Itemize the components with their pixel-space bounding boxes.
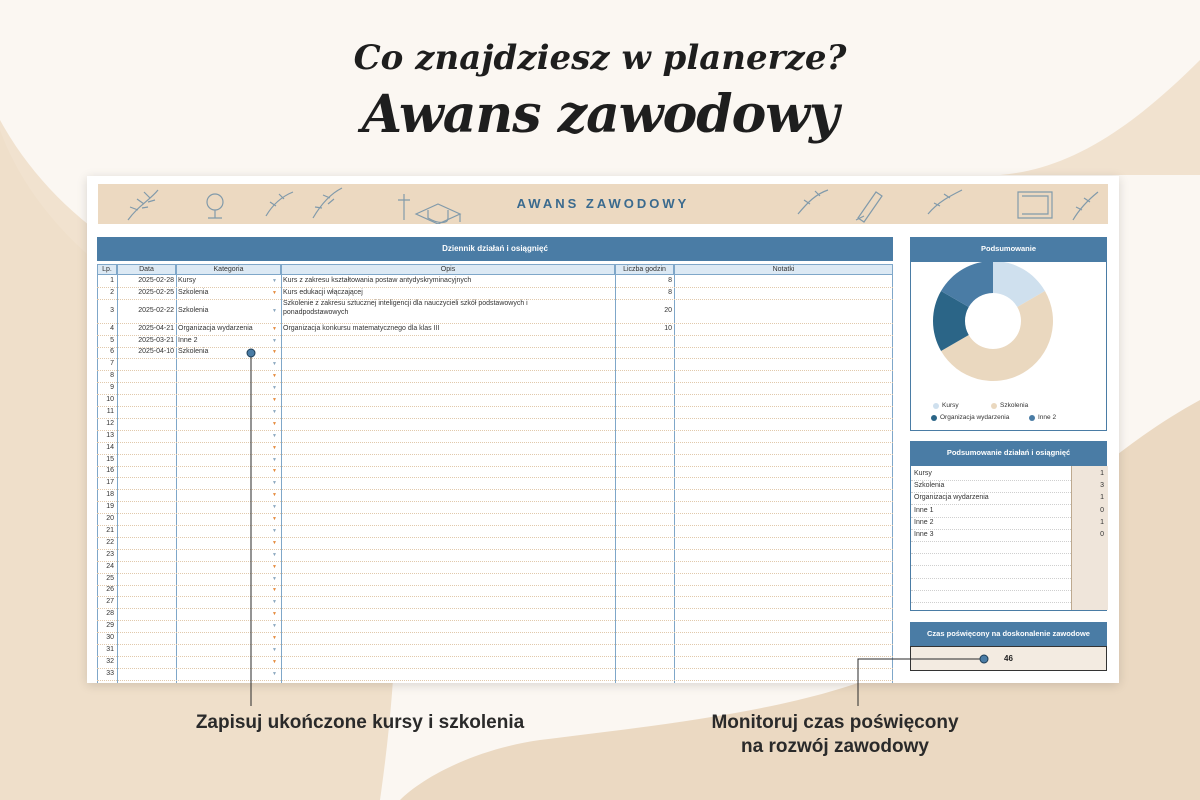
row-number[interactable]: 32 [106,657,114,665]
row-number[interactable]: 3 [110,306,114,314]
category-dropdown-icon[interactable]: ▼ [272,551,277,558]
date-cell[interactable]: 2025-02-25 [138,288,174,296]
row-number[interactable]: 12 [106,419,114,427]
activity-value: 3 [1100,482,1104,490]
category-dropdown-icon[interactable]: ▼ [272,658,277,665]
category-dropdown-icon[interactable]: ▼ [272,397,277,404]
row-divider [97,632,893,633]
hours-cell[interactable]: 10 [664,324,672,332]
legend-item [933,402,959,409]
time-spent-value: 46 [1004,654,1013,663]
header-banner [98,184,1108,224]
activity-label: Kursy [914,470,932,477]
activity-summary-title: Podsumowanie działań i osiągnięć [910,441,1107,465]
category-cell[interactable]: Inne 2 [178,336,198,344]
category-dropdown-icon[interactable]: ▼ [272,349,277,356]
row-divider [911,602,1071,603]
row-divider [97,477,893,478]
row-divider [97,442,893,443]
category-dropdown-icon[interactable]: ▼ [272,337,277,344]
row-divider [97,406,893,407]
activity-label: Organizacja wydarzenia [914,494,989,502]
activity-value: 1 [1100,494,1104,502]
category-dropdown-icon[interactable]: ▼ [272,646,277,653]
legend-label: Kursy [942,402,959,409]
row-number[interactable]: 7 [110,360,114,368]
row-divider [911,590,1071,591]
row-divider [97,489,893,490]
row-number[interactable]: 4 [110,324,114,332]
row-divider [97,370,893,371]
category-dropdown-icon[interactable]: ▼ [272,527,277,534]
activity-value: 1 [1100,470,1104,477]
row-divider [97,644,893,645]
legend-label: Organizacja wydarzenia [940,414,1010,421]
row-divider [911,517,1071,518]
grid-line [176,275,177,683]
activity-value: 1 [1100,518,1104,526]
row-divider [97,501,893,502]
activity-value: 0 [1100,531,1104,538]
column-header-lp[interactable]: Lp. [97,264,117,275]
date-cell[interactable]: 2025-03-21 [138,336,174,344]
row-divider [97,596,893,597]
time-spent-box [910,646,1107,671]
legend-item [991,402,1028,409]
description-cell[interactable]: Szkolenie z zakresu sztucznej inteligencji dla nauczycieli szkół podstawowych i [283,299,528,307]
row-divider [97,585,893,586]
description-cell-continued[interactable]: ponadpodstawowych [283,308,349,316]
row-number[interactable]: 17 [106,479,114,487]
row-divider [911,553,1071,554]
row-divider [97,335,893,336]
legend-swatch [1029,415,1035,421]
banner-title: AWANS ZAWODOWY [516,196,690,211]
column-header-hours[interactable]: Liczba godzin [615,264,674,275]
activity-label: Inne 3 [914,531,934,538]
category-dropdown-icon[interactable]: ▼ [272,420,277,427]
grid-line [615,275,616,683]
category-dropdown-icon[interactable]: ▼ [272,277,277,284]
category-dropdown-icon[interactable]: ▼ [272,492,277,499]
row-divider [911,504,1071,505]
row-divider [97,525,893,526]
column-header-date[interactable]: Data [117,264,176,275]
row-number[interactable]: 2 [110,288,114,296]
activity-label: Szkolenia [914,482,945,490]
category-dropdown-icon[interactable]: ▼ [272,456,277,463]
row-divider [911,529,1071,530]
activity-value: 0 [1100,506,1104,514]
category-dropdown-icon[interactable]: ▼ [272,504,277,511]
category-cell[interactable]: Szkolenia [178,348,209,356]
category-dropdown-icon[interactable]: ▼ [272,587,277,594]
row-number[interactable]: 25 [106,574,114,582]
category-dropdown-icon[interactable]: ▼ [272,670,277,677]
row-number[interactable]: 20 [106,515,114,523]
category-dropdown-icon[interactable]: ▼ [272,539,277,546]
row-divider [97,680,893,681]
legend-item [931,414,1009,421]
legend-label: Szkolenia [1000,402,1029,409]
category-cell[interactable]: Kursy [178,276,196,284]
row-divider [97,608,893,609]
category-dropdown-icon[interactable]: ▼ [272,611,277,618]
row-divider [97,430,893,431]
date-cell[interactable]: 2025-02-22 [138,306,174,314]
category-dropdown-icon[interactable]: ▼ [272,563,277,570]
row-number[interactable]: 1 [110,276,114,284]
donut-chart [911,262,1106,402]
row-number[interactable]: 9 [110,384,114,392]
row-divider [97,454,893,455]
row-number[interactable]: 31 [106,645,114,653]
row-number[interactable]: 28 [106,610,114,618]
grid-line [281,275,282,683]
category-dropdown-icon[interactable]: ▼ [272,599,277,606]
date-cell[interactable]: 2025-04-10 [138,348,174,356]
row-number[interactable]: 18 [106,491,114,499]
category-dropdown-icon[interactable]: ▼ [272,623,277,630]
category-dropdown-icon[interactable]: ▼ [272,325,277,332]
caption-right-line2: na rozwój zawodowy [741,736,929,757]
row-divider [911,578,1071,579]
row-divider [911,492,1071,493]
category-dropdown-icon[interactable]: ▼ [272,373,277,380]
summary-chart-box [910,261,1107,431]
hours-cell[interactable]: 8 [668,276,672,284]
row-divider [97,549,893,550]
category-dropdown-icon[interactable]: ▼ [272,635,277,642]
grid-line [892,275,893,683]
activity-label: Inne 2 [914,518,934,526]
log-section-title: Dziennik działań i osiągnięć [97,237,893,261]
headline-question: Co znajdziesz w planerze? [353,38,847,78]
category-dropdown-icon[interactable]: ▼ [272,575,277,582]
row-divider [97,323,893,324]
row-number[interactable]: 24 [106,562,114,570]
headline-title: Awans zawodowy [361,84,839,145]
hours-cell[interactable]: 8 [668,288,672,296]
row-number[interactable]: 14 [106,443,114,451]
caption-right-line1: Monitoruj czas poświęcony [711,712,959,733]
grid-line [674,275,675,683]
row-divider [97,537,893,538]
row-number[interactable]: 30 [106,634,114,642]
row-number[interactable]: 11 [106,407,114,415]
column-header-notes[interactable]: Notatki [674,264,893,275]
row-divider [97,573,893,574]
spreadsheet-sheet [87,176,1119,683]
row-number[interactable]: 29 [106,622,114,630]
row-number[interactable]: 22 [106,538,114,546]
column-header-description[interactable]: Opis [281,264,615,275]
time-spent-title: Czas poświęcony na doskonalenie zawodowe [910,622,1107,646]
date-cell[interactable]: 2025-02-28 [138,276,174,284]
category-dropdown-icon[interactable]: ▼ [272,468,277,475]
row-number[interactable]: 33 [106,669,114,677]
row-divider [97,347,893,348]
category-cell[interactable]: Szkolenia [178,306,209,314]
activity-summary-table [910,465,1107,611]
category-dropdown-icon[interactable]: ▼ [272,408,277,415]
column-header-category[interactable]: Kategoria [176,264,281,275]
row-divider [97,382,893,383]
description-cell[interactable]: Kurs edukacji włączającej [283,288,363,296]
row-number[interactable]: 27 [106,598,114,606]
row-divider [97,287,893,288]
row-number[interactable]: 5 [110,336,114,344]
category-dropdown-icon[interactable]: ▼ [272,361,277,368]
row-number[interactable]: 23 [106,550,114,558]
row-number[interactable]: 6 [110,348,114,356]
legend-item [1029,414,1056,421]
activity-label: Inne 1 [914,506,934,514]
row-divider [911,541,1071,542]
description-cell[interactable]: Organizacja konkursu matematycznego dla klas III [283,324,440,332]
category-dropdown-icon[interactable]: ▼ [272,307,277,314]
category-cell[interactable]: Organizacja wydarzenia [178,324,253,332]
row-number[interactable]: 8 [110,372,114,380]
category-dropdown-icon[interactable]: ▼ [272,385,277,392]
legend-swatch [991,403,997,409]
row-number[interactable]: 10 [106,396,114,404]
category-dropdown-icon[interactable]: ▼ [272,516,277,523]
category-dropdown-icon[interactable]: ▼ [272,289,277,296]
category-dropdown-icon[interactable]: ▼ [272,432,277,439]
row-number[interactable]: 16 [106,467,114,475]
row-divider [911,480,1071,481]
row-divider [97,418,893,419]
row-number[interactable]: 21 [106,526,114,534]
legend-swatch [933,403,939,409]
row-divider [97,561,893,562]
caption-left: Zapisuj ukończone kursy i szkolenia [195,712,525,733]
row-divider [97,358,893,359]
row-divider [911,565,1071,566]
row-number[interactable]: 26 [106,586,114,594]
hours-cell[interactable]: 20 [664,306,672,314]
row-number[interactable]: 19 [106,503,114,511]
row-divider [97,656,893,657]
description-cell[interactable]: Kurs z zakresu kształtowania postaw antydyskryminacyjnych [283,276,472,284]
legend-label: Inne 2 [1038,414,1057,421]
row-divider [97,668,893,669]
date-cell[interactable]: 2025-04-21 [138,324,174,332]
row-divider [97,620,893,621]
summary-title: Podsumowanie [910,237,1107,261]
category-dropdown-icon[interactable]: ▼ [272,480,277,487]
legend-swatch [931,415,937,421]
row-divider [97,394,893,395]
category-dropdown-icon[interactable]: ▼ [272,444,277,451]
row-divider [97,513,893,514]
row-number[interactable]: 15 [106,455,114,463]
row-number[interactable]: 13 [106,431,114,439]
row-divider [97,466,893,467]
category-cell[interactable]: Szkolenia [178,288,209,296]
